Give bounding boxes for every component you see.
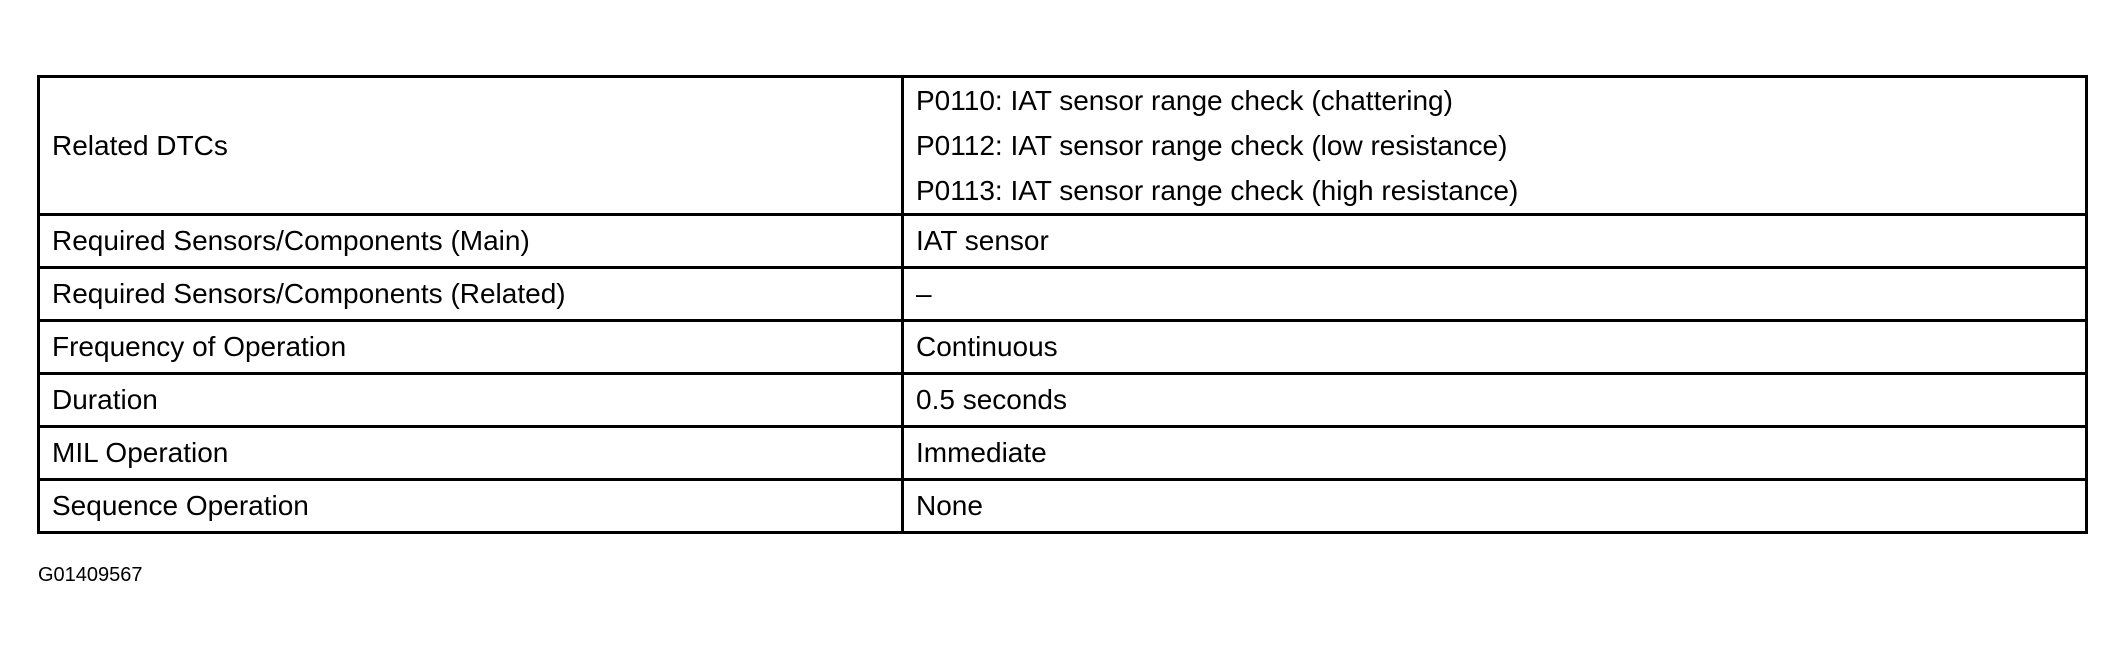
duration-label: Duration — [39, 374, 903, 427]
table-row-sequence-operation — [39, 480, 2087, 533]
mil-operation-value: Immediate — [903, 427, 2087, 480]
table-row-related-dtcs — [39, 77, 2087, 215]
frequency-label: Frequency of Operation — [39, 321, 903, 374]
duration-value: 0.5 seconds — [903, 374, 2087, 427]
monitor-spec-table — [37, 75, 2088, 534]
required-main-label: Required Sensors/Components (Main) — [39, 215, 903, 268]
mil-operation-label: MIL Operation — [39, 427, 903, 480]
table-row-required-related — [39, 268, 2087, 321]
dtc-p0113: P0113: IAT sensor range check (high resistance) — [916, 175, 1519, 206]
table-row-duration — [39, 374, 2087, 427]
dtc-p0110: P0110: IAT sensor range check (chattering) — [916, 85, 1453, 116]
table-row-frequency — [39, 321, 2087, 374]
sequence-operation-label: Sequence Operation — [39, 480, 903, 533]
required-main-value: IAT sensor — [903, 215, 2087, 268]
related-dtcs-label: Related DTCs — [39, 77, 903, 215]
required-related-value: – — [903, 268, 2087, 321]
dtc-p0112: P0112: IAT sensor range check (low resistance) — [916, 130, 1508, 161]
required-related-label: Required Sensors/Components (Related) — [39, 268, 903, 321]
sequence-operation-value: None — [903, 480, 2087, 533]
table-row-mil-operation — [39, 427, 2087, 480]
figure-id: G01409567 — [38, 564, 143, 586]
table-row-required-main — [39, 215, 2087, 268]
frequency-value: Continuous — [903, 321, 2087, 374]
related-dtcs-value — [903, 77, 2087, 215]
